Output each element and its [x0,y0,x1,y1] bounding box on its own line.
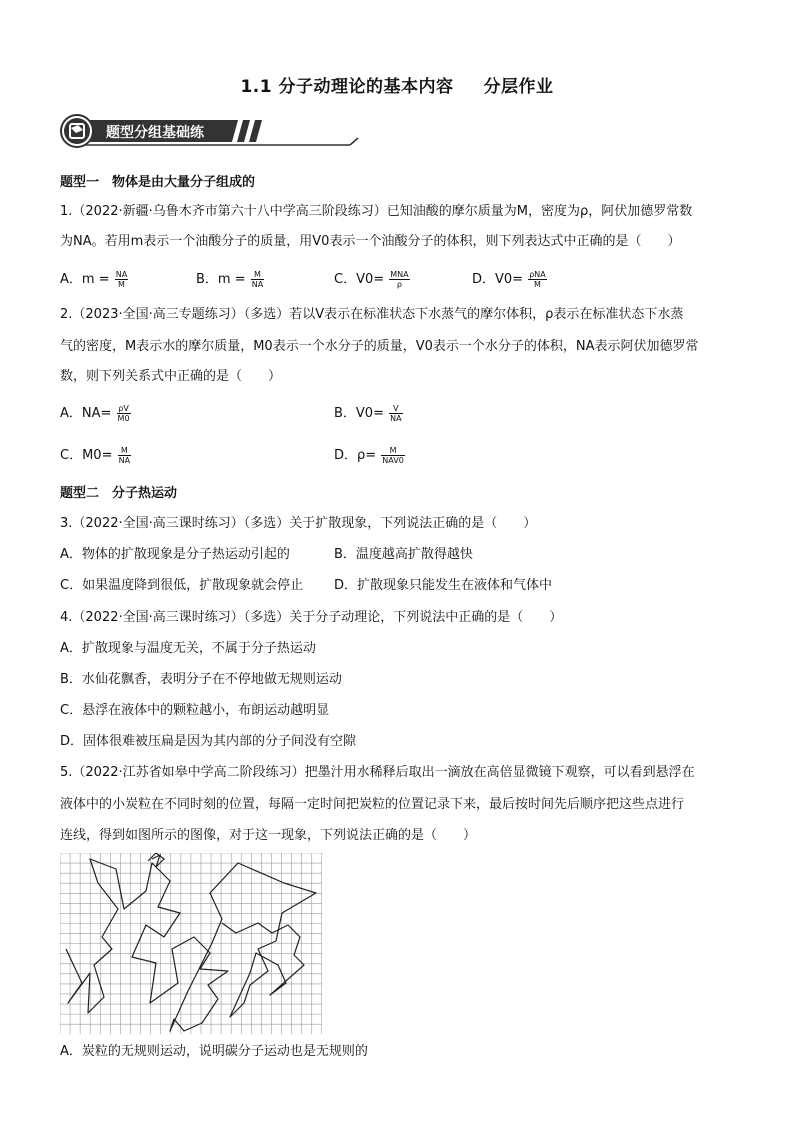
q5-stem-line2: 液体中的小炭粒在不同时刻的位置，每隔一定时间把炭粒的位置记录下来，最后按时间先后顺序把这些点进行 [60,797,685,812]
q2-stem-line2: 气的密度，M表示水的摩尔质量，M0表示一个水分子的质量，V0表示一个水分子的体积，NA表示阿伏加德罗常 [60,339,699,354]
section-banner [60,114,360,148]
q3-option-b[interactable]: B．温度越高扩散得越快 [334,547,473,562]
q5-stem-line1: 5.（2022·江苏省如皋中学高二阶段练习）把墨汁用水稀释后取出一滴放在高倍显微镜下观察，可以看到悬浮在 [60,765,695,780]
section-heading-2: 题型二 分子热运动 [60,486,178,501]
fraction: $\frac{\rho V}{M0}$ [117,404,130,423]
fraction: $\frac{M}{\text{NAV0}}$ [382,446,404,465]
fraction: $\frac{\text{ρNA}}{M}$ [529,270,546,289]
q3-option-d[interactable]: D．扩散现象只能发生在液体和气体中 [334,578,553,593]
fraction: $\frac{M}{NA}$ [118,446,131,465]
q1-option-c[interactable]: C．V0= $\frac{\text{MNA}}{\rho}$ [334,270,409,289]
title-sub: 分层作业 [483,77,554,97]
q4-option-c[interactable]: C．悬浮在液体中的颗粒越小，布朗运动越明显 [60,703,330,718]
fraction: $\frac{\text{MNA}}{\rho}$ [390,270,409,289]
section-heading-1: 题型一 物体是由大量分子组成的 [60,175,256,190]
title-main: 1.1 分子动理论的基本内容 [240,77,454,97]
q2-option-d[interactable]: D．ρ= $\frac{M}{\text{NAV0}}$ [334,446,404,465]
q1-option-b[interactable]: B．m = $\frac{M}{NA}$ [196,270,264,289]
q1-stem-line2: 为NA。若用m表示一个油酸分子的质量，用V0表示一个油酸分子的体积，则下列表达式中正确的是（ ） [60,234,681,249]
grid [60,853,322,1034]
q5-option-a[interactable]: A．炭粒的无规则运动，说明碳分子运动也是无规则的 [60,1044,368,1059]
q3-option-a[interactable]: A．物体的扩散现象是分子热运动引起的 [60,547,290,562]
banner-text: 题型分组基础练 [106,125,204,141]
fraction: $\frac{V}{NA}$ [390,404,402,423]
q2-stem-line1: 2.（2023·全国·高三专题练习）（多选）若以V表示在标准状态下水蒸气的摩尔体积，ρ表示在标准状态下水蒸 [60,307,684,322]
q2-stem-line3: 数，则下列关系式中正确的是（ ） [60,369,282,384]
q3-stem: 3.（2022·全国·高三课时练习）（多选）关于扩散现象，下列说法正确的是（ ） [60,516,537,531]
brownian-motion-figure [60,853,322,1034]
q4-option-a[interactable]: A．扩散现象与温度无关，不属于分子热运动 [60,641,316,656]
q1-option-a[interactable]: A．m = $\frac{NA}{M}$ [60,270,128,289]
q1-option-d[interactable]: D．V0= $\frac{\text{ρNA}}{M}$ [472,270,546,289]
q5-stem-line3: 连线，得到如图所示的图像，对于这一现象，下列说法正确的是（ ） [60,828,477,843]
q2-option-a[interactable]: A．NA= $\frac{\rho V}{M0}$ [60,404,130,423]
fraction: $\frac{NA}{M}$ [115,270,128,289]
q4-option-d[interactable]: D．固体很难被压扁是因为其内部的分子间没有空隙 [60,734,357,749]
q4-stem: 4.（2022·全国·高三课时练习）（多选）关于分子动理论，下列说法中正确的是（ ） [60,610,563,625]
q1-stem-line1: 1.（2022·新疆·乌鲁木齐市第六十八中学高三阶段练习）已知油酸的摩尔质量为M，密度为ρ，阿伏加德罗常数 [60,204,693,219]
q2-option-c[interactable]: C．M0= $\frac{M}{NA}$ [60,446,131,465]
page-title [0,72,794,97]
q2-option-b[interactable]: B．V0= $\frac{V}{NA}$ [334,404,402,423]
q3-option-c[interactable]: C．如果温度降到很低，扩散现象就会停止 [60,578,304,593]
q4-option-b[interactable]: B．水仙花飘香，表明分子在不停地做无规则运动 [60,672,342,687]
fraction: $\frac{M}{NA}$ [251,270,264,289]
